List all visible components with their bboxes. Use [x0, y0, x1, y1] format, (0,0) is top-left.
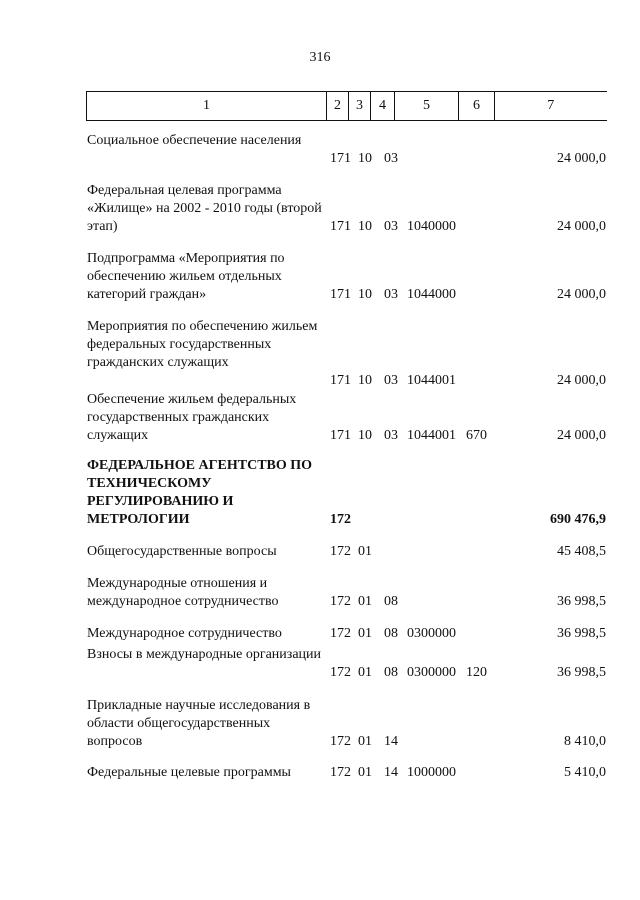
row-c7-value: 36 998,5	[557, 594, 606, 609]
column-header-2: 2	[327, 92, 349, 121]
table-row	[0, 575, 640, 611]
row-c5-value: 0300000	[407, 665, 456, 680]
row-name: Обеспечение жильем федеральных государственных гражданских служащих	[87, 392, 297, 443]
table-row	[0, 132, 640, 168]
row-c7-value: 24 000,0	[557, 151, 606, 166]
table-row	[0, 625, 640, 643]
row-c2-value: 172	[330, 734, 351, 749]
row-c3-value: 10	[358, 151, 372, 166]
row-name: Международные отношения и международное сотрудничество	[87, 576, 279, 609]
row-c4-value: 08	[384, 594, 398, 609]
row-c3-value: 01	[358, 626, 372, 641]
row-c4-value: 03	[384, 373, 398, 388]
row-c4-value: 08	[384, 626, 398, 641]
column-header-3: 3	[349, 92, 371, 121]
row-c3-value: 01	[358, 765, 372, 780]
row-c2-value: 171	[330, 219, 351, 234]
row-c2-value: 172	[330, 626, 351, 641]
table-row	[0, 697, 640, 751]
row-name: Прикладные научные исследования в области общегосударственных вопросов	[87, 698, 311, 749]
table-row	[0, 543, 640, 561]
row-c5-value: 1040000	[407, 219, 456, 234]
row-name: Взносы в международные организации	[87, 647, 322, 662]
row-c3-value: 01	[358, 734, 372, 749]
row-c2-value: 172	[330, 765, 351, 780]
row-c4-value: 03	[384, 428, 398, 443]
row-c4-value: 03	[384, 151, 398, 166]
row-c5-value: 1000000	[407, 765, 456, 780]
table-row	[0, 318, 640, 390]
row-c7-value: 36 998,5	[557, 665, 606, 680]
row-c2-value: 171	[330, 373, 351, 388]
row-c7-value: 24 000,0	[557, 219, 606, 234]
row-c6-value: 120	[466, 665, 487, 680]
row-c2-value: 171	[330, 151, 351, 166]
table-row	[0, 646, 640, 682]
row-c3-value: 01	[358, 594, 372, 609]
row-c2-value: 172	[330, 544, 351, 559]
column-header-6: 6	[459, 92, 495, 121]
row-c7-value: 690 476,9	[550, 512, 606, 527]
row-c3-value: 10	[358, 428, 372, 443]
row-c5-value: 1044001	[407, 428, 456, 443]
row-c4-value: 14	[384, 734, 398, 749]
row-c3-value: 10	[358, 219, 372, 234]
row-c3-value: 10	[358, 373, 372, 388]
row-c7-value: 24 000,0	[557, 428, 606, 443]
row-c5-value: 0300000	[407, 626, 456, 641]
row-c7-value: 5 410,0	[564, 765, 606, 780]
row-c4-value: 08	[384, 665, 398, 680]
row-c4-value: 03	[384, 287, 398, 302]
row-name: Федеральные целевые программы	[87, 765, 291, 780]
row-name: Подпрограмма «Мероприятия по обеспечению жильем отдельных категорий граждан»	[87, 251, 285, 302]
column-header-7: 7	[495, 92, 607, 121]
row-c7-value: 24 000,0	[557, 373, 606, 388]
row-c7-value: 8 410,0	[564, 734, 606, 749]
column-header-4: 4	[371, 92, 395, 121]
row-c4-value: 14	[384, 765, 398, 780]
row-name: Общегосударственные вопросы	[87, 544, 277, 559]
row-c5-value: 1044001	[407, 373, 456, 388]
row-name: Мероприятия по обеспечению жильем федеральных государственных гражданских служащих	[87, 319, 318, 370]
row-c7-value: 36 998,5	[557, 626, 606, 641]
row-c4-value: 03	[384, 219, 398, 234]
row-c2-value: 172	[330, 512, 351, 527]
row-c2-value: 171	[330, 428, 351, 443]
column-header-5: 5	[395, 92, 459, 121]
row-name: ФЕДЕРАЛЬНОЕ АГЕНТСТВО ПО ТЕХНИЧЕСКОМУ РЕГУЛИРОВАНИЮ И МЕТРОЛОГИИ	[87, 458, 313, 527]
table-row	[0, 457, 640, 529]
row-name: Федеральная целевая программа «Жилище» на 2002 - 2010 годы (второй этап)	[87, 183, 322, 234]
row-c2-value: 171	[330, 287, 351, 302]
table-row	[0, 764, 640, 782]
row-c2-value: 172	[330, 594, 351, 609]
row-c7-value: 45 408,5	[557, 544, 606, 559]
row-name: Социальное обеспечение населения	[87, 133, 302, 148]
row-c7-value: 24 000,0	[557, 287, 606, 302]
row-c3-value: 10	[358, 287, 372, 302]
row-c6-value: 670	[466, 428, 487, 443]
row-name: Международное сотрудничество	[87, 626, 282, 641]
row-c3-value: 01	[358, 544, 372, 559]
row-c2-value: 172	[330, 665, 351, 680]
row-c3-value: 01	[358, 665, 372, 680]
table-row	[0, 391, 640, 445]
page-number: 316	[309, 50, 331, 65]
column-header-1: 1	[87, 92, 327, 121]
table-row	[0, 182, 640, 236]
table-row	[0, 250, 640, 304]
row-c5-value: 1044000	[407, 287, 456, 302]
